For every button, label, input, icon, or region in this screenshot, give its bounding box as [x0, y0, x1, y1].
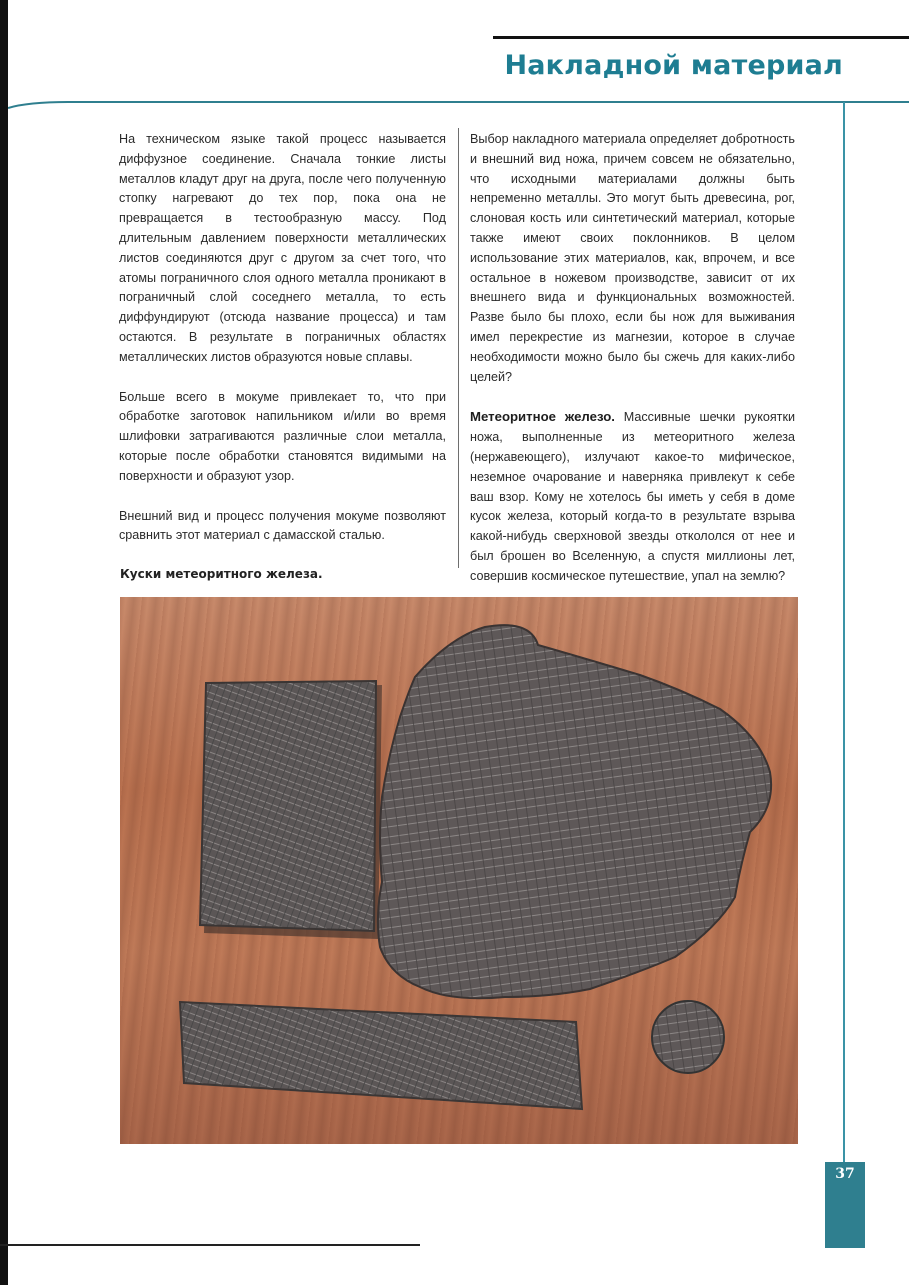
header-rule — [8, 100, 909, 110]
meteorite-coin — [652, 1001, 724, 1073]
margin-rule — [843, 102, 845, 1162]
paragraph-meteorite — [470, 407, 795, 586]
page-header-title: Накладной материал — [504, 50, 843, 81]
scan-line-bottom — [0, 1244, 420, 1246]
meteorite-photo — [120, 597, 798, 1144]
paragraph: Больше всего в мокуме привлекает то, что при обработке заготовок напильником и/или во время шлифовки затрагиваются различные слои металла, которые после обработки становятся видимыми на поверхности и образуют узор. — [119, 389, 446, 483]
scan-edge — [0, 0, 8, 1285]
right-column — [470, 130, 795, 607]
paragraph-text: Массивные шечки рукоятки ножа, выполненные из метеоритного железа (нержавеющего), излучают какое-то мифическое, неземное очарование и наверняка привлекут к себе ваш взор. Кому не хотелось бы иметь у себя в доме кусок железа, который когда-то в результате взрыва какой-нибудь сверхновой звезды откололся от нее и был брошен во Вселенную, а спустя миллионы лет, совершив космическое путешествие, упал на землю? — [470, 410, 795, 583]
figure-caption: Куски метеоритного железа. — [120, 567, 323, 581]
meteorite-slab-long — [180, 1002, 582, 1109]
run-in-heading: Метеоритное железо. — [470, 409, 615, 425]
paragraph: На техническом языке такой процесс называется диффузное соединение. Сначала тонкие листы металлов кладут друг на друга, после чего полученную стопку нагревают до тех пор, пока она не превращается в тестообразную массу. Под длительным давлением поверхности металлических листов соединяются друг с другом за счет того, что атомы пограничного слоя одного металла проникают в пограничный слой соседнего металла, то есть диффундируют (отсюда название процесса) и там остаются. В результате в пограничных областях металлических листов образуются новые сплавы. — [119, 132, 446, 364]
scan-line-top — [493, 36, 909, 39]
meteorite-slab-large — [378, 625, 771, 998]
page-number: 37 — [835, 1166, 855, 1182]
paragraph: Внешний вид и процесс получения мокуме позволяют сравнить этот материал с дамасской сталью. — [119, 508, 446, 543]
left-column — [119, 130, 446, 566]
meteorite-slab-rect — [200, 681, 376, 931]
meteorite-illustration — [120, 597, 798, 1144]
column-divider — [458, 128, 459, 568]
paragraph: Выбор накладного материала определяет добротность и внешний вид ножа, причем совсем не обязательно, что исходными материалами должны быть непременно металлы. Это могут быть древесина, рог, слоновая кость или синтетический материал, которые также имеют своих поклонников. В целом использование этих материалов, как, впрочем, и все остальное в ножевом производстве, зависит от их внешнего вида и функциональных возможностей. Разве было бы плохо, если бы нож для выживания имел перекрестие из магнезии, которое в случае необходимости можно было бы сжечь для каких-либо целей? — [470, 132, 795, 384]
